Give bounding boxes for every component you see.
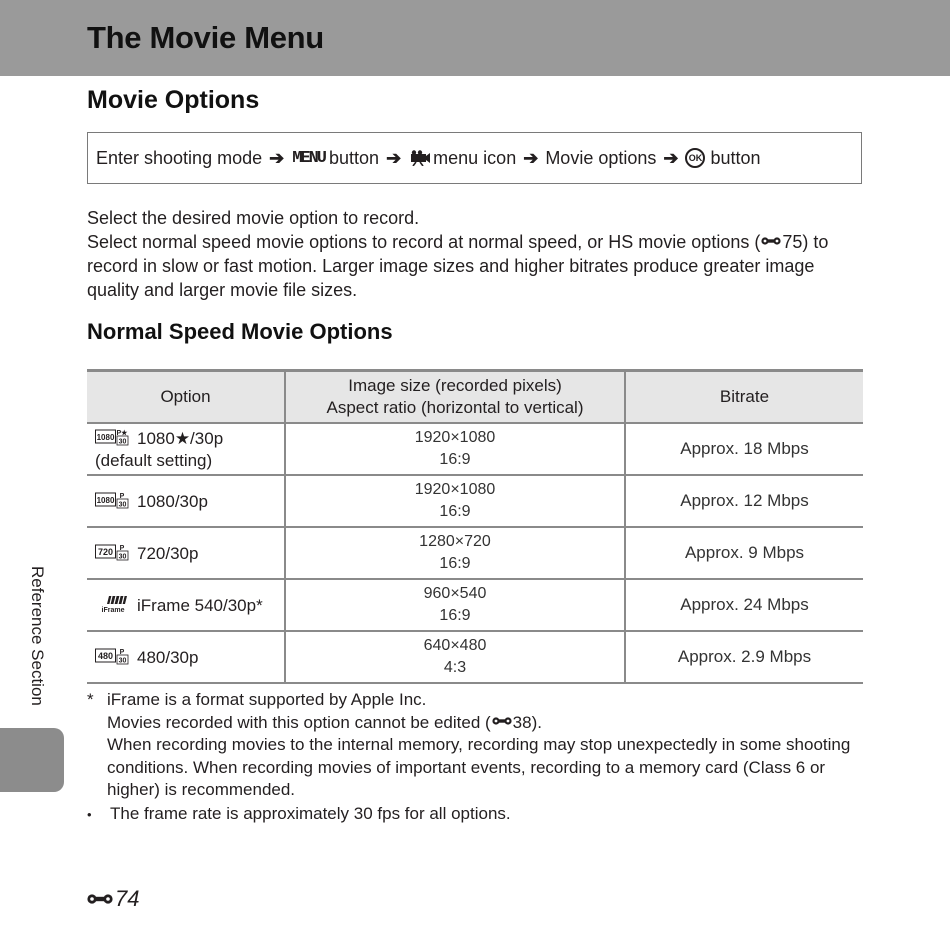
svg-text:P: P <box>119 544 125 552</box>
column-header-image-size <box>285 371 625 424</box>
bitrate-cell: Approx. 2.9 Mbps <box>625 631 863 683</box>
1080-30p-icon <box>95 490 131 510</box>
nav-step-menu-icon: menu icon <box>433 147 517 168</box>
bitrate-cell: Approx. 12 Mbps <box>625 475 863 527</box>
option-cell <box>87 423 285 475</box>
footnote-text-part: ). <box>531 712 542 732</box>
option-label: 720/30p <box>137 543 199 563</box>
option-cell <box>87 631 285 683</box>
svg-text:1080: 1080 <box>96 495 115 505</box>
header-line: Image size (recorded pixels) <box>348 376 562 395</box>
page-number <box>87 886 139 912</box>
asterisk-mark: * <box>87 690 94 709</box>
nav-step-shooting-mode: Enter shooting mode <box>96 147 263 168</box>
table-row <box>87 579 863 631</box>
nav-step-ok-button: button <box>710 147 761 168</box>
footnote-text-part: Movies recorded with this option cannot be edited ( <box>107 712 491 732</box>
svg-text:P★: P★ <box>116 429 128 437</box>
side-tab-marker <box>0 728 64 792</box>
bullet-text: The frame rate is approximately 30 fps for all options. <box>110 803 511 823</box>
arrow-right-icon: ➔ <box>269 147 285 168</box>
aspect-ratio-value: 4:3 <box>443 659 467 676</box>
column-header-option: Option <box>87 371 285 424</box>
subsection-title: Normal Speed Movie Options <box>87 319 393 344</box>
480-30p-icon <box>95 646 131 666</box>
image-size-value: 1920×1080 <box>414 429 496 446</box>
iframe-icon <box>95 594 131 614</box>
svg-text:iFrame: iFrame <box>101 606 125 614</box>
option-label: 1080★/30p <box>137 428 224 448</box>
table-row <box>87 423 863 475</box>
footnotes <box>87 689 867 826</box>
svg-text:1080: 1080 <box>96 432 115 442</box>
option-cell <box>87 475 285 527</box>
bitrate-cell: Approx. 24 Mbps <box>625 579 863 631</box>
menu-navigation-path <box>87 132 862 184</box>
bitrate-cell: Approx. 9 Mbps <box>625 527 863 579</box>
svg-text:720: 720 <box>97 546 114 557</box>
header-line: Aspect ratio (horizontal to vertical) <box>326 398 584 417</box>
aspect-ratio-value: 16:9 <box>439 451 471 468</box>
footnote-line <box>107 712 867 735</box>
footnote-line: When recording movies to the internal memory, recording may stop unexpectedly in some shooting conditions. When recording movies of important events, recording to a memory card (Class 6 or higher) is recommended. <box>107 735 851 799</box>
movie-camera-icon <box>408 150 430 166</box>
svg-text:30: 30 <box>118 553 127 560</box>
svg-text:P: P <box>119 648 125 656</box>
intro-line: Select the desired movie option to record. <box>87 208 420 228</box>
image-size-value: 640×480 <box>423 637 487 654</box>
bitrate-cell: Approx. 18 Mbps <box>625 423 863 475</box>
ok-button-icon: OK <box>685 148 705 168</box>
arrow-right-icon: ➔ <box>663 147 679 168</box>
image-size-value: 960×540 <box>423 585 487 602</box>
bullet-mark: • <box>87 806 92 822</box>
image-size-value: 1280×720 <box>419 533 491 550</box>
column-header-bitrate: Bitrate <box>625 371 863 424</box>
e-reference-icon <box>87 891 113 907</box>
option-label: 480/30p <box>137 647 199 667</box>
bullet-note <box>87 803 867 827</box>
svg-text:30: 30 <box>118 657 127 664</box>
intro-paragraph <box>87 230 867 302</box>
table-row <box>87 475 863 527</box>
image-size-cell <box>285 423 625 475</box>
aspect-ratio-value: 16:9 <box>439 607 471 624</box>
option-label: 1080/30p <box>137 491 208 511</box>
intro-text-part: Select normal speed movie options to record at normal speed, or HS movie options ( <box>87 232 761 252</box>
svg-text:480: 480 <box>97 650 114 661</box>
reference-page: 38 <box>512 712 532 732</box>
e-reference-icon <box>761 235 781 247</box>
page-number-value: 74 <box>115 886 140 911</box>
svg-text:30: 30 <box>118 438 127 445</box>
section-title: Movie Options <box>87 86 260 114</box>
image-size-cell <box>285 475 625 527</box>
movie-options-table <box>87 369 863 684</box>
table-header-row <box>87 371 863 424</box>
option-cell <box>87 579 285 631</box>
option-note: (default setting) <box>95 450 213 470</box>
nav-step-movie-options: Movie options <box>545 147 657 168</box>
aspect-ratio-value: 16:9 <box>439 503 471 520</box>
side-tab-label: Reference Section <box>28 566 47 706</box>
option-cell <box>87 527 285 579</box>
image-size-cell <box>285 631 625 683</box>
table-row <box>87 631 863 683</box>
arrow-right-icon: ➔ <box>386 147 402 168</box>
arrow-right-icon: ➔ <box>523 147 539 168</box>
option-label: iFrame 540/30p* <box>137 595 263 615</box>
svg-text:30: 30 <box>118 501 127 508</box>
aspect-ratio-value: 16:9 <box>439 555 471 572</box>
footnote-body <box>107 689 867 802</box>
footnote-line: iFrame is a format supported by Apple Inc. <box>107 690 427 709</box>
image-size-value: 1920×1080 <box>414 481 496 498</box>
intro-text <box>87 206 867 302</box>
image-size-cell <box>285 527 625 579</box>
page-title: The Movie Menu <box>87 20 324 55</box>
720-30p-icon <box>95 542 131 562</box>
footnote-asterisk <box>87 689 867 802</box>
menu-button-icon: MENU <box>292 148 326 168</box>
svg-text:P: P <box>119 492 125 500</box>
image-size-cell <box>285 579 625 631</box>
reference-page: 75 <box>782 232 803 252</box>
intro-text-part: ) to record in slow or fast motion. Larger image sizes and higher bitrates produce greater image quality and larger movie file sizes. <box>87 232 829 300</box>
1080-star-30p-icon <box>95 427 131 447</box>
e-reference-icon <box>492 715 512 727</box>
nav-step-button: button <box>329 147 380 168</box>
table-row <box>87 527 863 579</box>
